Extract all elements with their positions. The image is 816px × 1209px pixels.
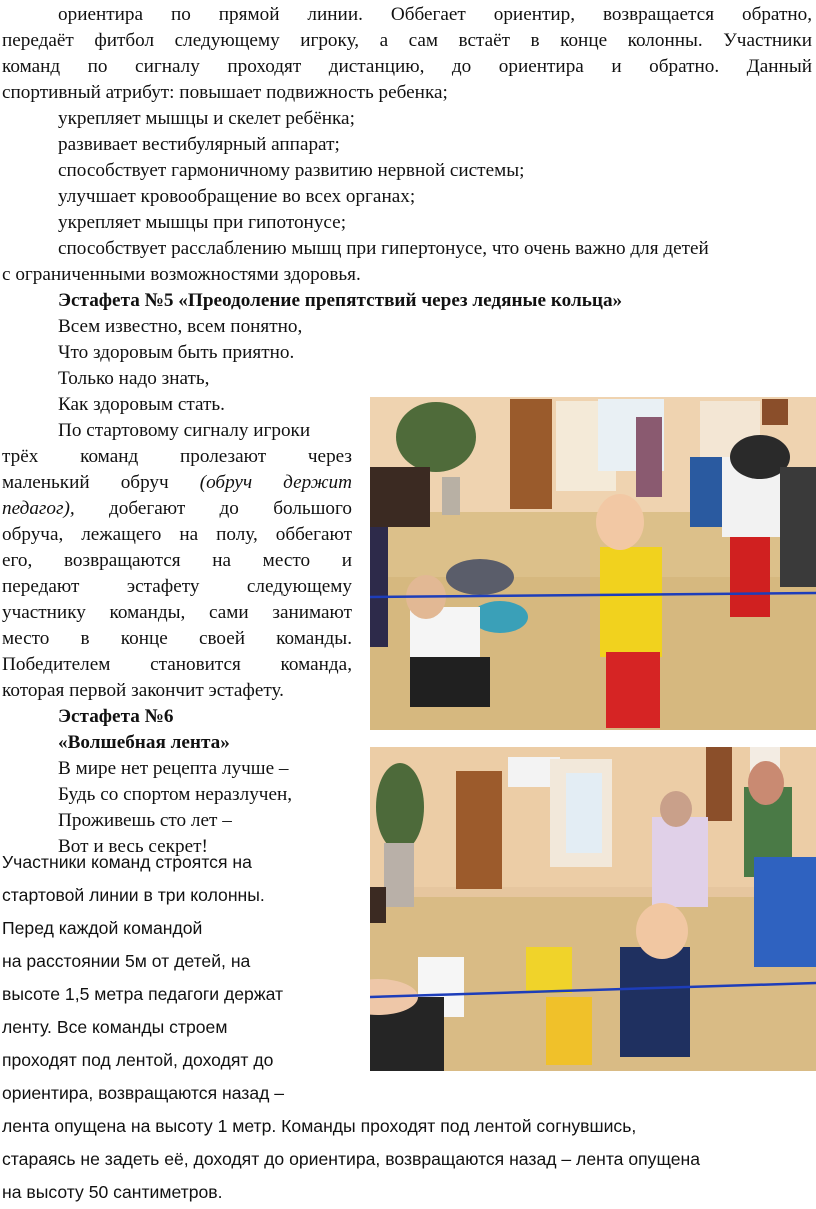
relay5-desc-line: участнику команды, сами занимают [2, 602, 352, 623]
photo-relay6 [370, 747, 816, 1071]
intro-line-1: ориентира по прямой линии. Оббегает ориентир, возвращается обратно, [58, 4, 812, 25]
relay6-desc-line: ориентира, возвращаются назад – [2, 1083, 285, 1103]
relay5-desc-line: маленький обруч (обруч держит [2, 472, 353, 493]
photo-relay5 [370, 397, 816, 730]
relay5-desc-line: передают эстафету следующему [2, 576, 352, 597]
relay5-poem-line: Только надо знать, [58, 368, 210, 389]
relay6-poem-line: Будь со спортом неразлучен, [58, 784, 293, 805]
relay6-desc-line: проходят под лентой, доходят до [2, 1050, 274, 1070]
relay5-desc-line: Победителем становится команда, [2, 654, 352, 675]
benefit-item: способствует гармоничному развитию нервной системы; [58, 160, 525, 181]
relay6-poem-line: В мире нет рецепта лучше – [58, 758, 289, 779]
relay5-title: Эстафета №5 «Преодоление препятствий через ледяные кольца» [58, 290, 623, 311]
benefit-item: развивает вестибулярный аппарат; [58, 134, 340, 155]
benefit-item: укрепляет мышцы при гипотонусе; [58, 212, 347, 233]
relay5-desc-line: его, возвращаются на место и [2, 550, 352, 571]
relay6-desc-line: ленту. Все команды строем [2, 1017, 228, 1037]
relay5-desc-line: трёх команд пролезают через [2, 446, 352, 467]
relay5-poem-line: Всем известно, всем понятно, [58, 316, 303, 337]
intro-line-4: спортивный атрибут: повышает подвижность ребенка; [2, 82, 448, 103]
relay6-poem-line: Проживешь сто лет – [58, 810, 232, 831]
relay6-desc-line: лента опущена на высоту 1 метр. Команды проходят под лентой согнувшись, [2, 1116, 637, 1136]
intro-line-3: команд по сигналу проходят дистанцию, до ориентира и обратно. Данный [2, 56, 812, 77]
benefit-item: укрепляет мышцы и скелет ребёнка; [58, 108, 355, 129]
relay6-desc-line: Участники команд строятся на [2, 852, 252, 872]
relay6-subtitle: «Волшебная лента» [58, 732, 230, 753]
relay6-desc-line: стартовой линии в три колонны. [2, 885, 265, 905]
relay6-desc-line: высоте 1,5 метра педагоги держат [2, 984, 284, 1004]
relay6-desc-line: стараясь не задеть её, доходят до ориентира, возвращаются назад – лента опущена [2, 1149, 701, 1169]
relay6-poem-line: Вот и весь секрет! [58, 836, 208, 857]
relay6-desc-line: на высоту 50 сантиметров. [2, 1182, 223, 1202]
relay5-desc-line: обруча, лежащего на полу, оббегают [2, 524, 352, 545]
intro-line-2: передаёт фитбол следующему игроку, а сам встаёт в конце колонны. Участники [2, 30, 812, 51]
relay6-desc-line: Перед каждой командой [2, 918, 203, 938]
benefit-item-continuation: с ограниченными возможностями здоровья. [2, 264, 361, 285]
relay5-desc-line: По стартовому сигналу игроки [58, 420, 311, 441]
relay5-poem-line: Что здоровым быть приятно. [58, 342, 295, 363]
relay5-desc-line: педагог), добегают до большого [2, 498, 352, 519]
relay6-title: Эстафета №6 [58, 706, 174, 727]
relay5-desc-line: которая первой закончит эстафету. [2, 680, 284, 701]
relay6-desc-line: на расстоянии 5м от детей, на [2, 951, 251, 971]
benefit-item: улучшает кровообращение во всех органах; [58, 186, 416, 207]
relay5-desc-line: место в конце своей команды. [2, 628, 352, 649]
relay5-poem-line: Как здоровым стать. [58, 394, 225, 415]
benefit-item: способствует расслаблению мышц при гипертонусе, что очень важно для детей [58, 238, 709, 259]
